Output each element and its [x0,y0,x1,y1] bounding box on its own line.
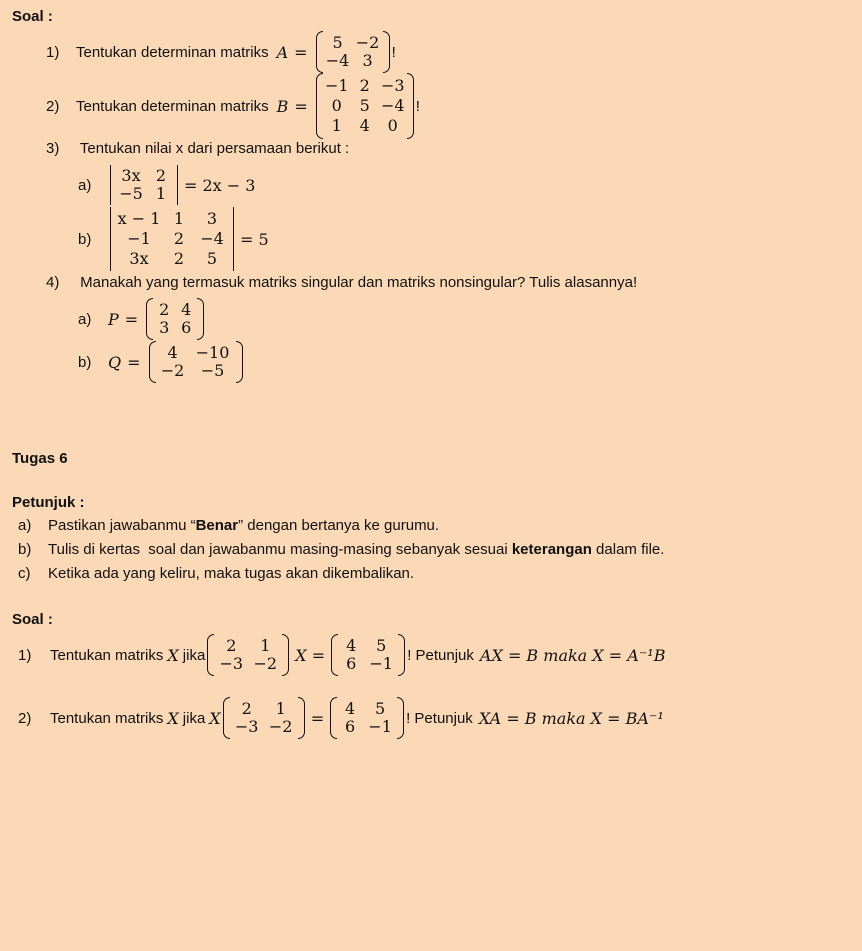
matrix-variable: Q [108,352,122,372]
petunjuk-c [18,565,414,582]
matrix-cell: 2 [159,300,170,319]
equation-middle: = [310,708,325,728]
matrix-row [214,655,282,673]
left-paren [149,341,156,383]
petunjuk-text: ” dengan bertanya ke gurumu. [238,517,440,534]
sub-label: b) [78,230,92,248]
petunjuk-text: Ketika ada yang keliru, maka tugas akan dikembalikan. [48,565,415,582]
equals-sign: = [127,352,141,372]
sub-label: b) [78,353,92,371]
petunjuk-text: Pastikan jawabanmu “ [48,517,196,534]
matrix-body [114,209,230,269]
right-paren [282,634,289,676]
left-paren [207,634,214,676]
matrix-cell: 4 [345,699,356,718]
matrix-cell: 1 [275,699,286,718]
soal-heading-2: Soal : [12,611,53,628]
matrix-row [214,637,282,655]
matrix-cell: 3x [121,166,141,185]
right-paren [236,341,243,383]
matrix-body [156,344,236,380]
matrix-row [338,637,398,655]
matrix-cell: 2 [241,699,252,718]
matrix-q [149,341,243,383]
matrix-b [316,73,414,139]
coefficient-matrix [207,634,289,676]
matrix-cell: 5 [359,96,370,115]
tugas-question-1 [18,632,665,678]
matrix-cell: 3x [129,249,149,268]
matrix-cell: 5 [206,249,218,268]
left-bar [110,207,111,271]
matrix-row [323,52,383,70]
matrix-row [114,167,174,185]
matrix-cell: −2 [253,654,278,673]
matrix-row [323,116,407,136]
hint-formula: AX = B maka X = A⁻¹B [479,645,666,665]
matrix-cell: −4 [380,96,405,115]
tugas-heading: Tugas 6 [12,450,68,467]
question-1 [46,30,396,74]
determinant-3a [110,165,178,205]
hint-text: ! Petunjuk [407,646,474,664]
sub-label: a) [78,310,92,328]
right-bar [177,165,178,205]
sub-label: a) [18,517,32,534]
question-text-jika: jika [182,709,206,727]
matrix-body [214,637,282,673]
tugas-question-2 [18,695,664,741]
matrix-body [230,700,298,736]
matrix-cell: 4 [181,300,192,319]
question-text: Tentukan determinan matriks [76,97,269,115]
matrix-cell: 2 [155,166,167,185]
matrix-cell: 4 [359,116,370,135]
determinant-3b [110,207,234,271]
matrix-cell: −3 [219,654,244,673]
exclamation: ! [415,97,420,115]
matrix-row [114,185,174,203]
left-paren [316,73,323,139]
matrix-row [114,229,230,249]
matrix-row [156,344,236,362]
question-text: Tentukan matriks [50,646,164,664]
matrix-cell: 5 [332,33,343,52]
matrix-cell: 5 [376,636,387,655]
matrix-row [323,96,407,116]
matrix-cell: 0 [331,96,342,115]
result-matrix [330,697,404,739]
right-paren [397,697,404,739]
coefficient-matrix [223,697,305,739]
petunjuk-a [18,517,439,534]
question-4 [46,274,637,291]
matrix-cell: −1 [368,717,392,736]
matrix-body [338,637,398,673]
matrix-row [153,319,197,337]
question-4b [78,340,245,384]
result-matrix [331,634,405,676]
matrix-body [114,167,174,203]
right-paren [298,697,305,739]
question-number: 1) [18,646,32,664]
matrix-variable: B [276,96,289,116]
question-text: Tentukan matriks [50,709,164,727]
left-paren [330,697,337,739]
question-4a [78,297,206,341]
matrix-variable: A [276,42,289,62]
matrix-p [146,298,204,340]
matrix-cell: −4 [325,51,350,70]
matrix-row [323,34,383,52]
right-paren [398,634,405,676]
matrix-row [114,249,230,269]
question-3 [46,140,349,157]
matrix-cell: 3 [362,51,373,70]
matrix-cell: −10 [195,343,230,362]
matrix-cell: x − 1 [117,209,161,228]
matrix-row [114,209,230,229]
petunjuk-text: dalam file. [591,541,665,558]
matrix-cell: 2 [226,636,237,655]
sub-label: a) [78,176,92,194]
matrix-row [156,362,236,380]
matrix-variable: X [167,645,179,665]
hint-text: ! Petunjuk [406,709,473,727]
matrix-variable: X [167,708,179,728]
matrix-cell: 6 [181,318,192,337]
question-text: Tentukan nilai x dari persamaan berikut : [79,140,350,157]
left-bar [110,165,111,205]
matrix-row [323,76,407,96]
petunjuk-bold: keterangan [511,541,592,558]
matrix-variable: P [108,309,119,329]
right-paren [407,73,414,139]
matrix-cell: 3 [206,209,218,228]
matrix-body [153,301,197,337]
question-2 [46,76,420,136]
matrix-cell: 6 [345,717,356,736]
equation-rhs: = 2x − 3 [184,175,256,195]
left-paren [146,298,153,340]
matrix-cell: −4 [200,229,224,248]
exclamation: ! [391,43,396,61]
left-paren [316,31,323,73]
matrix-cell: −2 [160,361,185,380]
matrix-row [337,700,397,718]
matrix-cell: 1 [260,636,271,655]
sub-label: c) [18,565,31,582]
matrix-row [230,700,298,718]
question-3b [78,206,269,272]
question-number: 2) [18,709,32,727]
left-paren [223,697,230,739]
equation-rhs: = 5 [240,229,269,249]
matrix-cell: 2 [173,249,185,268]
soal-heading: Soal : [12,8,53,25]
petunjuk-text: Tulis di kertas soal dan jawabanmu masing-masing sebanyak sesuai [48,541,512,558]
matrix-cell: 1 [331,116,342,135]
left-paren [331,634,338,676]
matrix-a [316,31,390,73]
right-paren [197,298,204,340]
question-number: 4) [46,274,60,291]
hint-formula: XA = B maka X = BA⁻¹ [478,708,664,728]
petunjuk-heading: Petunjuk : [12,494,85,511]
petunjuk-b [18,541,664,558]
matrix-cell: −1 [324,76,349,95]
matrix-cell: 3 [159,318,170,337]
matrix-body [323,34,383,70]
matrix-row [230,718,298,736]
equals-sign: = [294,42,308,62]
matrix-cell: 1 [173,209,185,228]
matrix-body [323,76,407,136]
question-text-jika: jika [182,646,206,664]
matrix-cell: 4 [167,343,178,362]
matrix-row [337,718,397,736]
matrix-cell: −3 [234,717,259,736]
matrix-cell: 5 [375,699,386,718]
matrix-cell: 6 [346,654,357,673]
equation-middle: X = [295,645,326,665]
matrix-cell: −5 [200,361,225,380]
matrix-row [338,655,398,673]
petunjuk-bold: Benar [195,517,239,534]
right-paren [383,31,390,73]
matrix-cell: −1 [369,654,393,673]
matrix-row [153,301,197,319]
equals-sign: = [294,96,308,116]
matrix-variable-x: X [209,708,221,728]
matrix-cell: 2 [359,76,370,95]
matrix-body [337,700,397,736]
sub-label: b) [18,541,32,558]
matrix-cell: −2 [268,717,293,736]
matrix-cell: −3 [380,76,405,95]
matrix-cell: −2 [355,33,380,52]
question-text: Manakah yang termasuk matriks singular dan matriks nonsingular? Tulis alasannya! [80,274,638,291]
question-number: 1) [46,43,60,61]
equals-sign: = [124,309,139,329]
right-bar [233,207,234,271]
matrix-cell: −1 [127,229,151,248]
question-text: Tentukan determinan matriks [76,43,269,61]
question-number: 2) [46,97,60,115]
matrix-cell: 1 [155,184,167,203]
matrix-cell: 0 [387,116,398,135]
question-3a [78,162,255,208]
matrix-cell: −5 [119,184,143,203]
question-number: 3) [46,140,60,157]
matrix-cell: 4 [346,636,357,655]
matrix-cell: 2 [173,229,185,248]
